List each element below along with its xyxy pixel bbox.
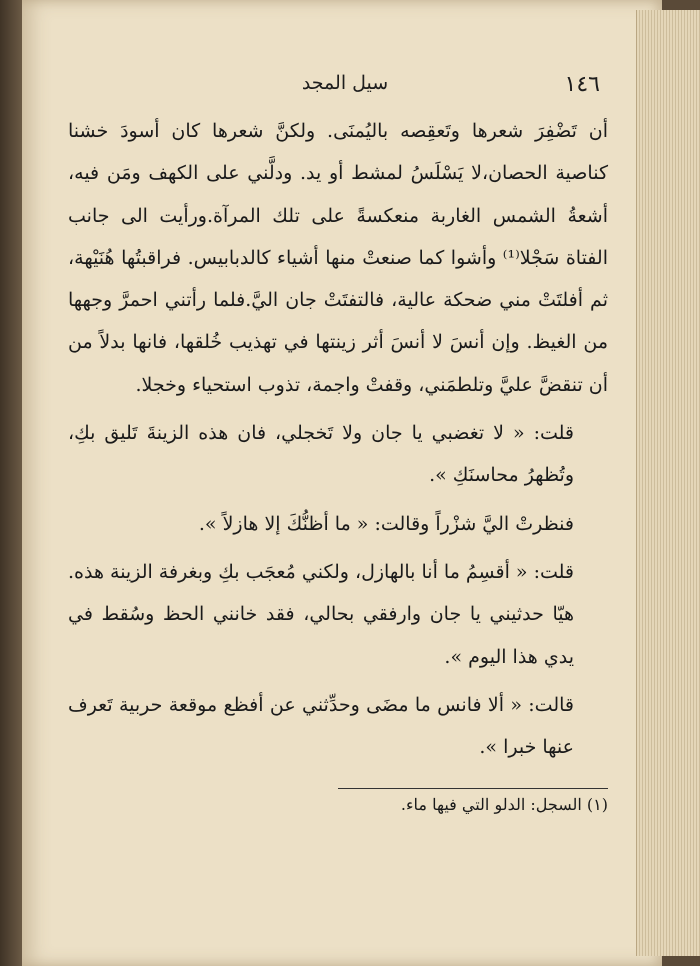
page-header [90, 72, 600, 102]
paragraph: قلت: « أقسِمُ ما أنا بالهازل، ولكني مُعجَب بكِ وبغرفة الزينة هذه. هيّا حدثيني يا جان وارفقي بحالي، فقد خانني الحظ وسُقط في يدي هذا اليوم ». [67, 560, 574, 668]
footnote-rule [338, 788, 608, 789]
paragraph: فنظرتْ اليَّ شزْراً وقالت: « ما أظنُّكَ إلا هازلاً ». [198, 512, 574, 535]
page-fore-edge [636, 10, 700, 956]
page-number: ١٤٦ [564, 72, 600, 97]
running-title: سيل المجد [301, 72, 389, 94]
book-spine-shadow [0, 0, 22, 966]
body-text [68, 110, 608, 768]
paragraph: قلت: « لا تغضبي يا جان ولا تَخجلي، فان هذه الزينةَ تَليق بكِ، وتُظهرُ محاسنَكِ ». [68, 422, 574, 487]
paragraph: أن تَضْفِرَ شعرها وتَعقِصه باليُمنَى. ولكنَّ شعرها كان أسودَ خشنا كناصية الحصان،لا يَسْلَسُ لمشط أو يد. ودلَّني على الكهف ومَن فيه، أشعةُ الشمس الغاربة منعكسةً على تلك المرآة.ورأيت الى جانب الفتاة سَجْلا⁽¹⁾ وأشوا كما صنعتْ منها أشياء كالدبابيس. فراقبتُها هُنَيْهة، ثم أفلتَتْ مني ضحكة عالية، فالتفتَتْ جان اليَّ.فلما رأتني احمرَّ وجهها من الغيظ. وإن أنسَ لا أنسَ أثر زينتها في تهذيب خُلقها، فانها بدلاً من أن تنقضَّ عليَّ وتلطمَني، وقفتْ واجمة، تذوب استحياء وخجلا. [68, 120, 608, 396]
footnote: (١) السجل: الدلو التي فيها ماء. [400, 795, 608, 814]
paragraph: قالت: « ألا فانس ما مضَى وحدِّثني عن أفظع موقعة حربية تَعرف عنها خبرا ». [68, 693, 574, 759]
